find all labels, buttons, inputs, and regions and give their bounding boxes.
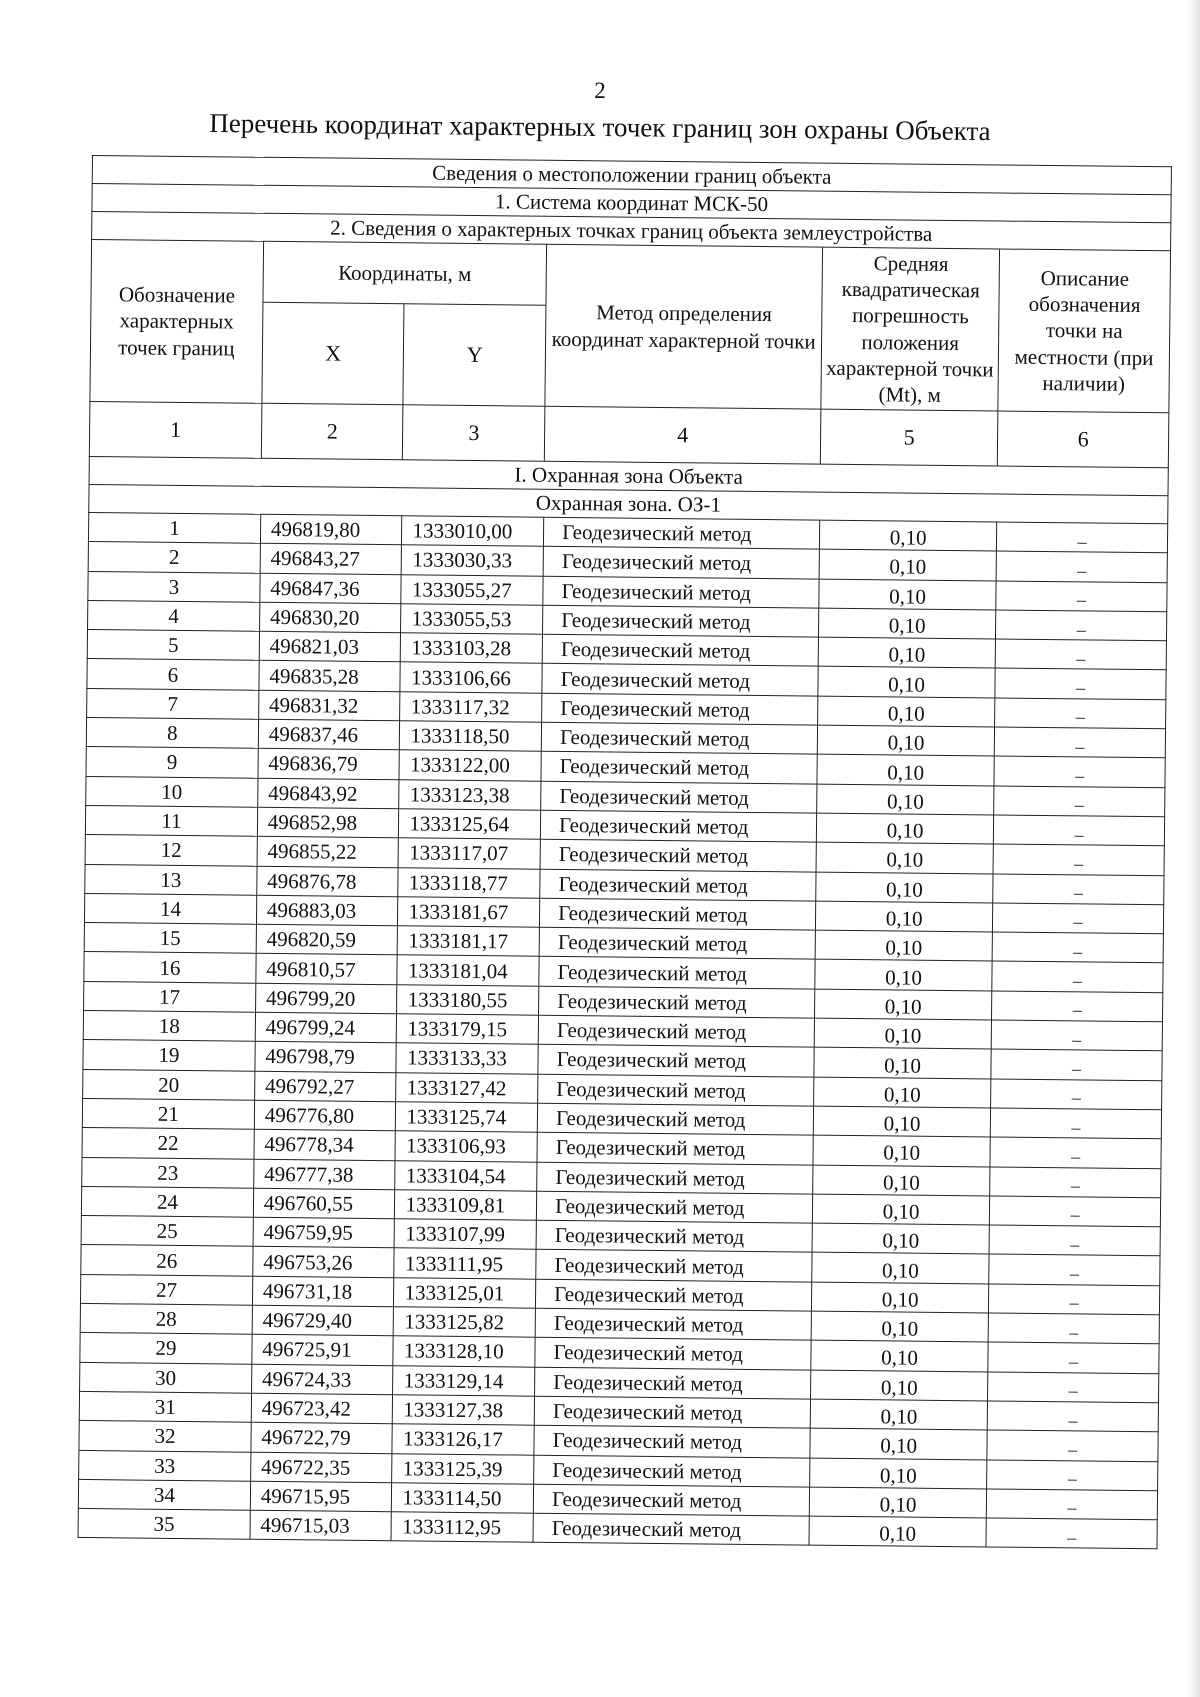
point-number-cell: 22 xyxy=(82,1128,254,1159)
coordinate-x-cell: 496759,95 xyxy=(253,1217,395,1248)
method-cell: Геодезический метод xyxy=(537,1103,813,1135)
point-number-cell: 18 xyxy=(83,1011,255,1042)
description-cell: – xyxy=(986,1489,1157,1520)
point-number-cell: 4 xyxy=(88,600,260,631)
coordinate-x-cell: 496831,32 xyxy=(258,690,400,721)
coordinate-y-cell: 1333125,64 xyxy=(399,809,541,840)
point-number-cell: 21 xyxy=(82,1098,254,1129)
error-value-cell: 0,10 xyxy=(817,725,994,756)
coordinate-x-cell: 496722,35 xyxy=(250,1452,392,1483)
point-number-cell: 28 xyxy=(80,1303,252,1334)
coordinate-x-cell: 496843,92 xyxy=(258,778,400,809)
caption-main: Сведения о местоположении границ объекта xyxy=(92,156,1171,195)
column-number-5: 5 xyxy=(820,409,998,466)
point-number-cell: 2 xyxy=(88,542,260,573)
coordinate-y-cell: 1333118,50 xyxy=(400,721,542,752)
method-cell: Геодезический метод xyxy=(533,1484,809,1516)
coordinate-y-cell: 1333181,04 xyxy=(397,955,539,986)
coordinate-x-cell: 496836,79 xyxy=(258,749,400,780)
description-cell: – xyxy=(991,1049,1162,1080)
error-value-cell: 0,10 xyxy=(814,1018,991,1049)
coordinate-y-cell: 1333055,53 xyxy=(401,604,543,635)
header-description: Описание обозначения точки на местности (при наличии) xyxy=(998,249,1171,413)
coordinate-x-cell: 496724,33 xyxy=(251,1364,393,1395)
coordinates-table-container xyxy=(78,155,1172,1550)
coordinate-x-cell: 496876,78 xyxy=(257,866,399,897)
coordinate-y-cell: 1333107,99 xyxy=(395,1219,537,1250)
error-value-cell: 0,10 xyxy=(809,1487,986,1518)
error-value-cell: 0,10 xyxy=(819,579,996,610)
description-cell: – xyxy=(996,551,1167,582)
point-number-cell: 9 xyxy=(86,747,258,778)
error-value-cell: 0,10 xyxy=(810,1399,987,1430)
coordinate-x-cell: 496799,24 xyxy=(255,1012,397,1043)
point-number-cell: 13 xyxy=(85,864,257,895)
method-cell: Геодезический метод xyxy=(534,1455,810,1487)
error-value-cell: 0,10 xyxy=(818,667,995,698)
description-cell: – xyxy=(990,1108,1161,1139)
point-number-cell: 31 xyxy=(79,1391,251,1422)
error-value-cell: 0,10 xyxy=(819,549,996,580)
description-cell: – xyxy=(987,1459,1158,1490)
description-cell: – xyxy=(989,1225,1160,1256)
method-cell: Геодезический метод xyxy=(538,1015,814,1047)
method-cell: Геодезический метод xyxy=(536,1250,812,1282)
description-cell: – xyxy=(994,786,1165,817)
error-value-cell: 0,10 xyxy=(820,520,997,551)
point-number-cell: 35 xyxy=(78,1509,250,1540)
description-cell: – xyxy=(995,668,1166,699)
method-cell: Геодезический метод xyxy=(535,1367,811,1399)
coordinate-x-cell: 496731,18 xyxy=(252,1276,394,1307)
coordinate-y-cell: 1333181,67 xyxy=(398,897,540,928)
description-cell: – xyxy=(994,756,1165,787)
description-cell: – xyxy=(993,815,1164,846)
point-number-cell: 24 xyxy=(81,1186,253,1217)
point-number-cell: 3 xyxy=(88,571,260,602)
coordinate-x-cell: 496883,03 xyxy=(256,895,398,926)
coordinate-x-cell: 496722,79 xyxy=(251,1422,393,1453)
coordinate-y-cell: 1333133,33 xyxy=(396,1043,538,1074)
coordinate-y-cell: 1333118,77 xyxy=(398,867,540,898)
point-number-cell: 11 xyxy=(85,805,257,836)
coordinate-y-cell: 1333129,14 xyxy=(393,1365,535,1396)
error-value-cell: 0,10 xyxy=(815,930,992,961)
column-number-1: 1 xyxy=(89,401,261,458)
page-number: 2 xyxy=(594,78,606,103)
error-value-cell: 0,10 xyxy=(810,1428,987,1459)
description-cell: – xyxy=(995,639,1166,670)
point-number-cell: 33 xyxy=(79,1450,251,1481)
coordinate-x-cell: 496753,26 xyxy=(253,1247,395,1278)
coordinate-y-cell: 1333122,00 xyxy=(399,750,541,781)
coordinate-y-cell: 1333111,95 xyxy=(394,1248,536,1279)
description-cell: – xyxy=(987,1401,1158,1432)
point-number-cell: 20 xyxy=(83,1069,255,1100)
header-x: X xyxy=(262,302,405,404)
method-cell: Геодезический метод xyxy=(538,1045,814,1077)
caption-coordinate-system: 1. Система координат МСК-50 xyxy=(92,184,1171,223)
coordinate-y-cell: 1333117,07 xyxy=(399,838,541,869)
error-value-cell: 0,10 xyxy=(816,872,993,903)
point-number-cell: 16 xyxy=(84,952,256,983)
method-cell: Геодезический метод xyxy=(541,781,817,813)
coordinate-y-cell: 1333117,32 xyxy=(400,692,542,723)
header-method: Метод определения координат характерной точки xyxy=(545,244,823,409)
coordinate-y-cell: 1333123,38 xyxy=(399,779,541,810)
coordinate-x-cell: 496852,98 xyxy=(257,807,399,838)
method-cell: Геодезический метод xyxy=(539,927,815,959)
description-cell: – xyxy=(996,581,1167,612)
coordinate-y-cell: 1333127,38 xyxy=(393,1395,535,1426)
description-cell: – xyxy=(986,1518,1157,1549)
description-cell: – xyxy=(989,1196,1160,1227)
point-number-cell: 6 xyxy=(87,659,259,690)
coordinate-y-cell: 1333125,01 xyxy=(394,1277,536,1308)
error-value-cell: 0,10 xyxy=(809,1516,986,1547)
error-value-cell: 0,10 xyxy=(818,696,995,727)
coordinate-x-cell: 496855,22 xyxy=(257,837,399,868)
description-cell: – xyxy=(993,874,1164,905)
coordinate-x-cell: 496830,20 xyxy=(259,602,401,633)
coordinate-x-cell: 496819,80 xyxy=(260,514,402,545)
method-cell: Геодезический метод xyxy=(539,986,815,1018)
method-cell: Геодезический метод xyxy=(542,693,818,725)
coordinate-y-cell: 1333104,54 xyxy=(395,1160,537,1191)
method-cell: Геодезический метод xyxy=(536,1279,812,1311)
zone-title: Охранная зона. ОЗ-1 xyxy=(89,484,1168,523)
error-value-cell: 0,10 xyxy=(813,1165,990,1196)
point-number-cell: 34 xyxy=(78,1479,250,1510)
description-cell: – xyxy=(991,1079,1162,1110)
point-number-cell: 30 xyxy=(80,1362,252,1393)
description-cell: – xyxy=(990,1166,1161,1197)
error-value-cell: 0,10 xyxy=(818,637,995,668)
method-cell: Геодезический метод xyxy=(544,517,820,549)
description-cell: – xyxy=(992,932,1163,963)
coordinate-x-cell: 496715,95 xyxy=(250,1481,392,1512)
error-value-cell: 0,10 xyxy=(810,1458,987,1489)
coordinate-x-cell: 496847,36 xyxy=(260,573,402,604)
coordinate-x-cell: 496820,59 xyxy=(256,924,398,955)
coordinate-x-cell: 496810,57 xyxy=(256,954,398,985)
coordinate-x-cell: 496821,03 xyxy=(259,631,401,662)
coordinate-y-cell: 1333125,82 xyxy=(394,1307,536,1338)
point-number-cell: 7 xyxy=(87,688,259,719)
description-cell: – xyxy=(991,1020,1162,1051)
coordinate-y-cell: 1333112,95 xyxy=(391,1512,533,1543)
point-number-cell: 29 xyxy=(80,1333,252,1364)
point-number-cell: 1 xyxy=(88,512,260,543)
error-value-cell: 0,10 xyxy=(817,784,994,815)
document-title: Перечень координат характерных точек границ зон охраны Объекта xyxy=(209,107,991,147)
point-number-cell: 19 xyxy=(83,1040,255,1071)
point-number-cell: 17 xyxy=(84,981,256,1012)
point-number-cell: 10 xyxy=(86,776,258,807)
method-cell: Геодезический метод xyxy=(543,547,819,579)
coordinate-x-cell: 496776,80 xyxy=(254,1100,396,1131)
method-cell: Геодезический метод xyxy=(541,722,817,754)
method-cell: Геодезический метод xyxy=(542,664,818,696)
coordinate-y-cell: 1333181,17 xyxy=(398,926,540,957)
description-cell: – xyxy=(995,698,1166,729)
point-number-cell: 23 xyxy=(82,1157,254,1188)
coordinate-y-cell: 1333179,15 xyxy=(397,1014,539,1045)
coordinate-x-cell: 496729,40 xyxy=(252,1305,394,1336)
description-cell: – xyxy=(993,844,1164,875)
error-value-cell: 0,10 xyxy=(816,842,993,873)
coordinate-y-cell: 1333103,28 xyxy=(401,633,543,664)
method-cell: Геодезический метод xyxy=(542,634,818,666)
coordinate-y-cell: 1333109,81 xyxy=(395,1190,537,1221)
coordinate-x-cell: 496843,27 xyxy=(260,544,402,575)
table-body xyxy=(78,156,1171,1550)
coordinate-y-cell: 1333010,00 xyxy=(402,516,544,547)
coordinate-x-cell: 496798,79 xyxy=(255,1042,397,1073)
method-cell: Геодезический метод xyxy=(537,1132,813,1164)
error-value-cell: 0,10 xyxy=(816,901,993,932)
point-number-cell: 26 xyxy=(81,1245,253,1276)
description-cell: – xyxy=(988,1342,1159,1373)
point-number-cell: 25 xyxy=(81,1216,253,1247)
coordinate-x-cell: 496715,03 xyxy=(250,1510,392,1541)
coordinate-x-cell: 496760,55 xyxy=(253,1188,395,1219)
coordinate-y-cell: 1333106,93 xyxy=(395,1131,537,1162)
coordinate-y-cell: 1333125,74 xyxy=(396,1102,538,1133)
header-coordinates: Координаты, м xyxy=(263,241,547,305)
method-cell: Геодезический метод xyxy=(537,1162,813,1194)
column-number-6: 6 xyxy=(997,411,1168,468)
description-cell: – xyxy=(992,991,1163,1022)
coordinate-y-cell: 1333030,33 xyxy=(402,545,544,576)
coordinate-x-cell: 496777,38 xyxy=(254,1159,396,1190)
point-number-cell: 15 xyxy=(84,923,256,954)
method-cell: Геодезический метод xyxy=(543,605,819,637)
method-cell: Геодезический метод xyxy=(540,839,816,871)
method-cell: Геодезический метод xyxy=(533,1513,809,1545)
coordinate-y-cell: 1333126,17 xyxy=(392,1424,534,1455)
point-number-cell: 5 xyxy=(87,630,259,661)
method-cell: Геодезический метод xyxy=(536,1191,812,1223)
column-number-3: 3 xyxy=(403,405,545,461)
section-title: I. Охранная зона Объекта xyxy=(89,456,1168,495)
description-cell: – xyxy=(997,522,1168,553)
coordinates-table xyxy=(78,155,1172,1550)
method-cell: Геодезический метод xyxy=(534,1396,810,1428)
coordinate-x-cell: 496778,34 xyxy=(254,1129,396,1160)
error-value-cell: 0,10 xyxy=(817,755,994,786)
point-number-cell: 32 xyxy=(79,1421,251,1452)
scan-edge-shadow xyxy=(1186,0,1200,1697)
caption-points-info: 2. Сведения о характерных точках границ объекта землеустройства xyxy=(92,212,1171,251)
error-value-cell: 0,10 xyxy=(811,1340,988,1371)
coordinate-y-cell: 1333055,27 xyxy=(401,574,543,605)
method-cell: Геодезический метод xyxy=(540,810,816,842)
point-number-cell: 8 xyxy=(86,718,258,749)
method-cell: Геодезический метод xyxy=(535,1308,811,1340)
point-number-cell: 12 xyxy=(85,835,257,866)
error-value-cell: 0,10 xyxy=(811,1370,988,1401)
coordinate-y-cell: 1333106,66 xyxy=(400,662,542,693)
method-cell: Геодезический метод xyxy=(538,1074,814,1106)
column-number-2: 2 xyxy=(261,403,403,459)
coordinate-x-cell: 496725,91 xyxy=(252,1335,394,1366)
method-cell: Геодезический метод xyxy=(536,1220,812,1252)
header-error: Средняя квадратическая погрешность положения характерной точки (Mt), м xyxy=(821,247,1000,411)
description-cell: – xyxy=(993,903,1164,934)
method-cell: Геодезический метод xyxy=(540,898,816,930)
coordinate-x-cell: 496723,42 xyxy=(251,1393,393,1424)
description-cell: – xyxy=(989,1254,1160,1285)
coordinate-y-cell: 1333127,42 xyxy=(396,1072,538,1103)
point-number-cell: 27 xyxy=(80,1274,252,1305)
error-value-cell: 0,10 xyxy=(812,1282,989,1313)
description-cell: – xyxy=(988,1372,1159,1403)
description-cell: – xyxy=(994,727,1165,758)
description-cell: – xyxy=(987,1430,1158,1461)
description-cell: – xyxy=(988,1313,1159,1344)
coordinate-y-cell: 1333114,50 xyxy=(392,1483,534,1514)
error-value-cell: 0,10 xyxy=(819,608,996,639)
error-value-cell: 0,10 xyxy=(814,1077,991,1108)
error-value-cell: 0,10 xyxy=(814,1047,991,1078)
coordinate-y-cell: 1333180,55 xyxy=(397,984,539,1015)
error-value-cell: 0,10 xyxy=(816,813,993,844)
header-designation: Обозначение характерных точек границ xyxy=(90,240,264,404)
error-value-cell: 0,10 xyxy=(813,1135,990,1166)
method-cell: Геодезический метод xyxy=(543,576,819,608)
coordinate-y-cell: 1333128,10 xyxy=(393,1336,535,1367)
error-value-cell: 0,10 xyxy=(812,1194,989,1225)
header-y: Y xyxy=(403,304,546,406)
method-cell: Геодезический метод xyxy=(535,1338,811,1370)
error-value-cell: 0,10 xyxy=(815,989,992,1020)
column-number-4: 4 xyxy=(544,406,821,464)
error-value-cell: 0,10 xyxy=(815,960,992,991)
coordinate-x-cell: 496837,46 xyxy=(258,719,400,750)
method-cell: Геодезический метод xyxy=(534,1425,810,1457)
method-cell: Геодезический метод xyxy=(539,957,815,989)
error-value-cell: 0,10 xyxy=(813,1106,990,1137)
method-cell: Геодезический метод xyxy=(540,869,816,901)
coordinate-y-cell: 1333125,39 xyxy=(392,1453,534,1484)
description-cell: – xyxy=(996,610,1167,641)
description-cell: – xyxy=(990,1137,1161,1168)
error-value-cell: 0,10 xyxy=(811,1311,988,1342)
coordinate-x-cell: 496799,20 xyxy=(255,983,397,1014)
coordinate-x-cell: 496835,28 xyxy=(259,661,401,692)
coordinate-x-cell: 496792,27 xyxy=(254,1071,396,1102)
method-cell: Геодезический метод xyxy=(541,752,817,784)
error-value-cell: 0,10 xyxy=(812,1253,989,1284)
description-cell: – xyxy=(992,961,1163,992)
point-number-cell: 14 xyxy=(84,893,256,924)
error-value-cell: 0,10 xyxy=(812,1223,989,1254)
description-cell: – xyxy=(989,1284,1160,1315)
